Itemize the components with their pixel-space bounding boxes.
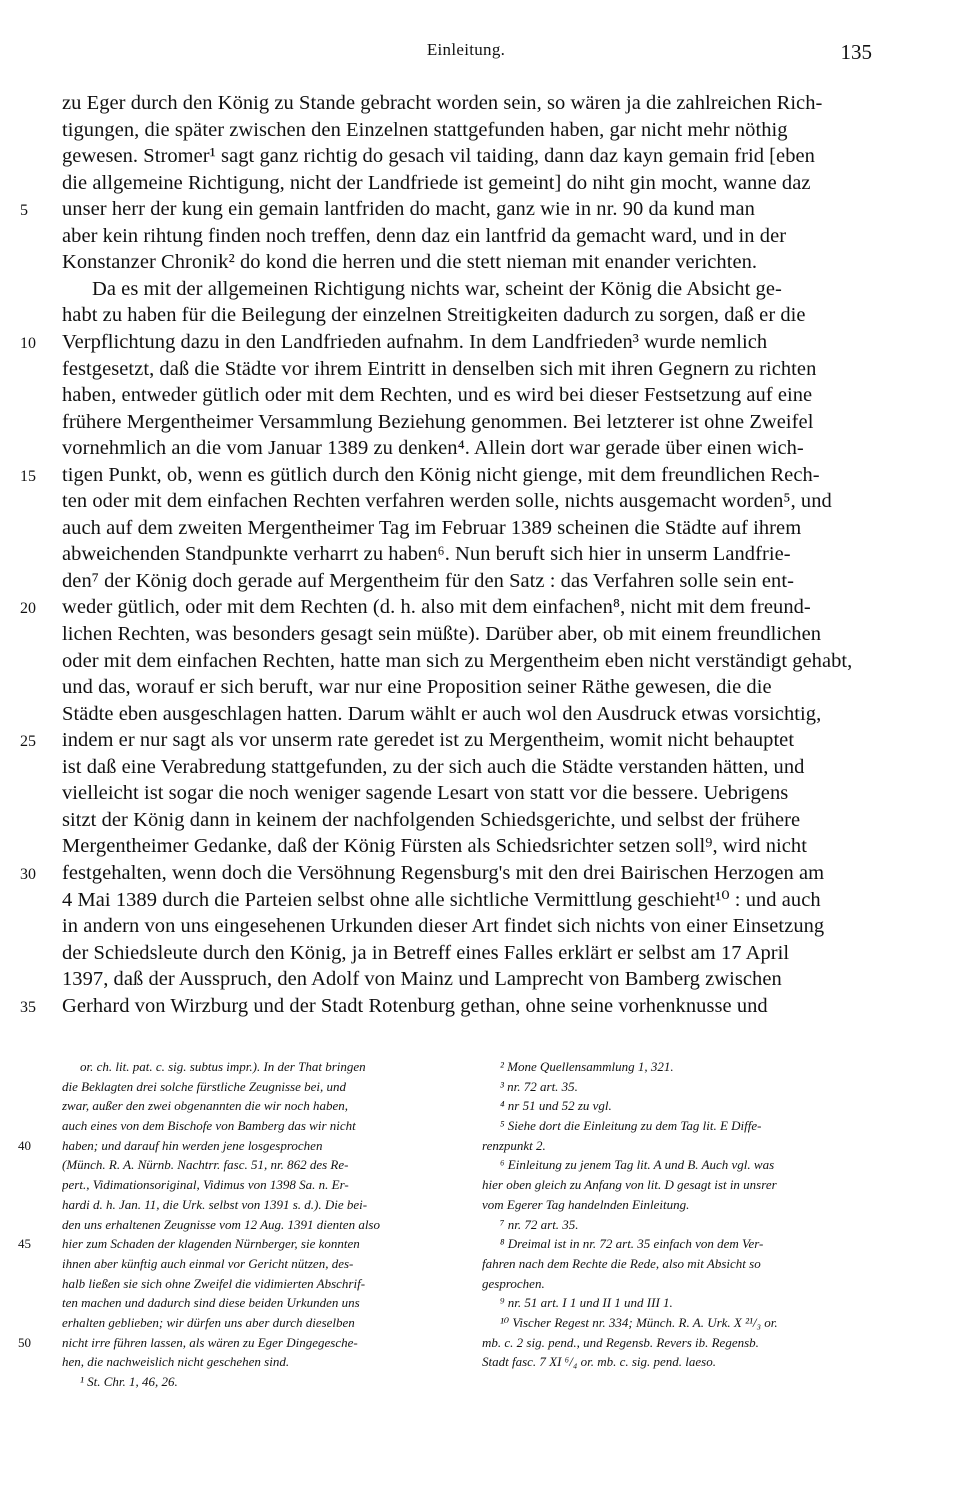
body-line: Verpflichtung dazu in den Landfrieden aufnahm. In dem Landfrieden³ wurde nemlich: [62, 330, 768, 353]
footnote-line: hardi d. h. Jan. 11, die Urk. selbst von 1391 s. d.). Die bei-: [62, 1196, 368, 1212]
body-line: oder mit dem einfachen Rechten, hatte man sich zu Mergentheim eben nicht verständigt gehabt,: [62, 649, 853, 672]
body-line: Konstanzer Chronik² do kond die herren und die stett nieman mit enander verichten.: [62, 251, 758, 274]
footnote-line: zwar, außer den zwei obgenannten die wir noch haben,: [62, 1098, 348, 1114]
body-line: 1397, daß der Ausspruch, den Adolf von Mainz und Lamprecht von Bamberg zwischen: [62, 968, 782, 991]
footnote-line: ⁶ Einleitung zu jenem Tag lit. A und B. Auch vgl. was: [500, 1157, 775, 1173]
body-line: aber kein rihtung finden noch treffen, denn daz ein lantfrid da gemacht ward, und in der: [62, 224, 787, 247]
footnote-line: ⁸ Dreimal ist in nr. 72 art. 35 einfach von dem Ver-: [500, 1236, 764, 1252]
body-line: festgehalten, wenn doch die Versöhnung Regensburg's mit den drei Bairischen Herzogen am: [62, 861, 825, 884]
running-title: Einleitung.: [426, 40, 506, 59]
footnote-line: vom Egerer Tag handelnden Einleitung.: [482, 1196, 690, 1212]
body-line: vielleicht ist sogar die noch weniger sagende Lesart von statt vor die bessere. Uebrigens: [62, 782, 789, 805]
footnote-line: haben; und darauf hin werden jene losgesprochen: [62, 1137, 323, 1153]
body-line: Da es mit der allgemeinen Richtigung nichts war, scheint der König die Absicht ge-: [92, 277, 782, 300]
footnote-line: (Münch. R. A. Nürnb. Nachtrr. fasc. 51, nr. 862 des Re-: [62, 1157, 349, 1173]
footnote-line: erhalten geblieben; wir dürfen uns aber durch dieselben: [62, 1314, 355, 1330]
body-line: 4 Mai 1389 durch die Parteien selbst ohne alle sichtliche Vermittlung geschieht¹⁰ : und auch: [62, 888, 821, 911]
footnote-line: hen, die nachweislich nicht geschehen sind.: [62, 1354, 290, 1370]
footnote-line: ihnen aber künftig auch einmal vor Gericht nützen, des-: [62, 1255, 354, 1271]
footnote-line: pert., Vidimationsoriginal, Vidimus von 1398 Sa. n. Er-: [62, 1177, 349, 1193]
body-line: gewesen. Stromer¹ sagt ganz richtig do gesach vil taiding, dann daz kayn gemain frid [eben: [62, 145, 815, 168]
footnote-line: ⁴ nr 51 und 52 zu vgl.: [500, 1098, 612, 1114]
footnote-line: or. ch. lit. pat. c. sig. subtus impr.). In der That bringen: [80, 1059, 366, 1074]
footnote-line: ² Mone Quellensammlung 1, 321.: [500, 1059, 674, 1074]
body-line: den⁷ der König doch gerade auf Mergentheim für den Satz : das Verfahren solle sein ent-: [62, 569, 794, 592]
footnote-line: renzpunkt 2.: [482, 1137, 546, 1153]
body-line: tigen Punkt, ob, wenn es gütlich durch den König nicht gienge, mit dem freundlichen Rech-: [62, 463, 820, 486]
body-line: indem er nur sagt als vor unserm rate geredet ist zu Mergentheim, womit nicht behauptet: [62, 729, 795, 752]
line-number: 30: [20, 865, 36, 883]
body-line: tigungen, die später zwischen den Einzelnen stattgefunden haben, gar nicht mehr nöthig: [62, 118, 788, 141]
body-line: Städte eben ausgeschlagen hatten. Darum wählt er auch wol den Ausdruck etwas vorsichtig,: [62, 702, 822, 725]
footnote-line: ¹ St. Chr. 1, 46, 26.: [80, 1374, 178, 1389]
footnote-line: auch eines von dem Bischofe von Bamberg das wir nicht: [62, 1118, 356, 1134]
page-header: [60, 40, 872, 70]
line-number: 35: [20, 998, 36, 1016]
footnote-line: ten machen und dadurch sind diese beiden Urkunden uns: [62, 1295, 360, 1311]
footnote-line: die Beklagten drei solche fürstliche Zeugnisse bei, und: [62, 1078, 347, 1094]
footnotes-left-column: [62, 1057, 457, 1392]
body-line: und das, worauf er sich beruft, war nur eine Proposition seiner Räthe gewesen, die die: [62, 676, 772, 699]
body-line: Gerhard von Wirzburg und der Stadt Rotenburg gethan, ohne seine vorhenknusse und: [62, 994, 768, 1017]
body-line: haben, entweder gütlich oder mit dem Rechten, und es wird bei dieser Festsetzung auf eine: [62, 384, 813, 407]
body-line: habt zu haben für die Beilegung der einzelnen Streitigkeiten dadurch zu sorgen, daß er die: [62, 304, 806, 327]
body-line: frühere Mergentheimer Versammlung Beziehung genommen. Bei letzterer ist ohne Zweifel: [62, 410, 814, 433]
line-number: 5: [20, 202, 28, 220]
footnote-line-number: 40: [18, 1137, 31, 1153]
footnote-line: gesprochen.: [482, 1275, 545, 1291]
line-number: 20: [20, 600, 36, 618]
body-line: unser herr der kung ein gemain lantfriden do macht, ganz wie in nr. 90 da kund man: [62, 198, 755, 221]
footnote-line: ⁵ Siehe dort die Einleitung zu dem Tag lit. E Diffe-: [500, 1118, 762, 1134]
body-line: ten oder mit dem einfachen Rechten verfahren werden solle, nichts ausgemacht worden⁵, und: [62, 490, 832, 513]
footnote-line: nicht irre führen lassen, als wären zu Eger Dingegesche-: [62, 1334, 358, 1350]
footnote-line: ⁹ nr. 51 art. I 1 und II 1 und III 1.: [500, 1295, 673, 1311]
page-number: 135: [840, 40, 872, 64]
body-line: der Schiedsleute durch den König, ja in Betreff eines Falles erklärt er selbst am 17 April: [62, 941, 790, 964]
footnote-line-number: 45: [18, 1236, 31, 1252]
footnote-line: hier zum Schaden der klagenden Nürnberger, sie konnten: [62, 1236, 360, 1252]
body-line: vornehmlich an die vom Januar 1389 zu denken⁴. Allein dort war gerade über einen wich-: [62, 437, 804, 460]
footnote-line: halb ließen sie sich ohne Zweifel die vidimierten Abschrif-: [62, 1275, 366, 1291]
footnote-line: ⁷ nr. 72 art. 35.: [500, 1216, 579, 1232]
footnote-line: ³ nr. 72 art. 35.: [500, 1078, 578, 1094]
body-line: ist daß eine Verabredung stattgefunden, zu der sich auch die Städte verstanden hätten, und: [62, 755, 805, 778]
footnote-line-number: 50: [18, 1334, 31, 1350]
footnote-line: hier oben gleich zu Anfang von lit. D gesagt ist in unsrer: [482, 1177, 777, 1193]
line-number: 15: [20, 467, 36, 485]
body-line: sitzt der König dann in keinem der nachfolgenden Schiedsgerichte, und selbst der frühere: [62, 808, 801, 831]
line-number: 25: [20, 733, 36, 751]
body-line: auch auf dem zweiten Mergentheimer Tag im Februar 1389 scheinen die Städte auf ihrem: [62, 516, 802, 539]
body-line: lichen Rechten, was besonders gesagt sein müßte). Darüber aber, ob mit einem freundlichen: [62, 623, 822, 645]
body-line: die allgemeine Richtigung, nicht der Landfriede ist gemeint] do niht gin mocht, wanne daz: [62, 171, 811, 194]
body-line: zu Eger durch den König zu Stande gebracht worden sein, so wären ja die zahlreichen Rich-: [62, 92, 823, 114]
body-line: Mergentheimer Gedanke, daß der König Fürsten als Schiedsrichter setzen soll⁹, wird nicht: [62, 835, 807, 858]
footnote-line: Stadt fasc. 7 XI ⁶/₄ or. mb. c. sig. pend. laeso.: [482, 1354, 716, 1370]
body-line: in andern von uns eingesehenen Urkunden dieser Art findet sich nichts von einer Einsetzung: [62, 915, 825, 938]
body-line: festgesetzt, daß die Städte vor ihrem Eintritt in denselben sich mit ihren Gegnern zu richten: [62, 357, 817, 380]
footnote-line: den uns erhaltenen Zeugnisse vom 12 Aug. 1391 dienten also: [62, 1216, 380, 1232]
line-number: 10: [20, 334, 36, 352]
body-line: weder gütlich, oder mit dem Rechten (d. h. also mit dem einfachen⁸, nicht mit dem freund-: [62, 596, 811, 619]
footnote-line: ¹⁰ Vischer Regest nr. 334; Münch. R. A. Urk. X ²¹/₃ or.: [500, 1314, 778, 1330]
footnote-line: fahren nach dem Rechte die Rede, also mit Absicht so: [482, 1255, 761, 1271]
footnote-line: mb. c. 2 sig. pend., und Regensb. Revers ib. Regensb.: [482, 1334, 759, 1350]
body-line: abweichenden Standpunkte verharrt zu haben⁶. Nun beruft sich hier in unserm Landfrie-: [62, 543, 791, 566]
footnotes-right-column: [482, 1057, 877, 1372]
